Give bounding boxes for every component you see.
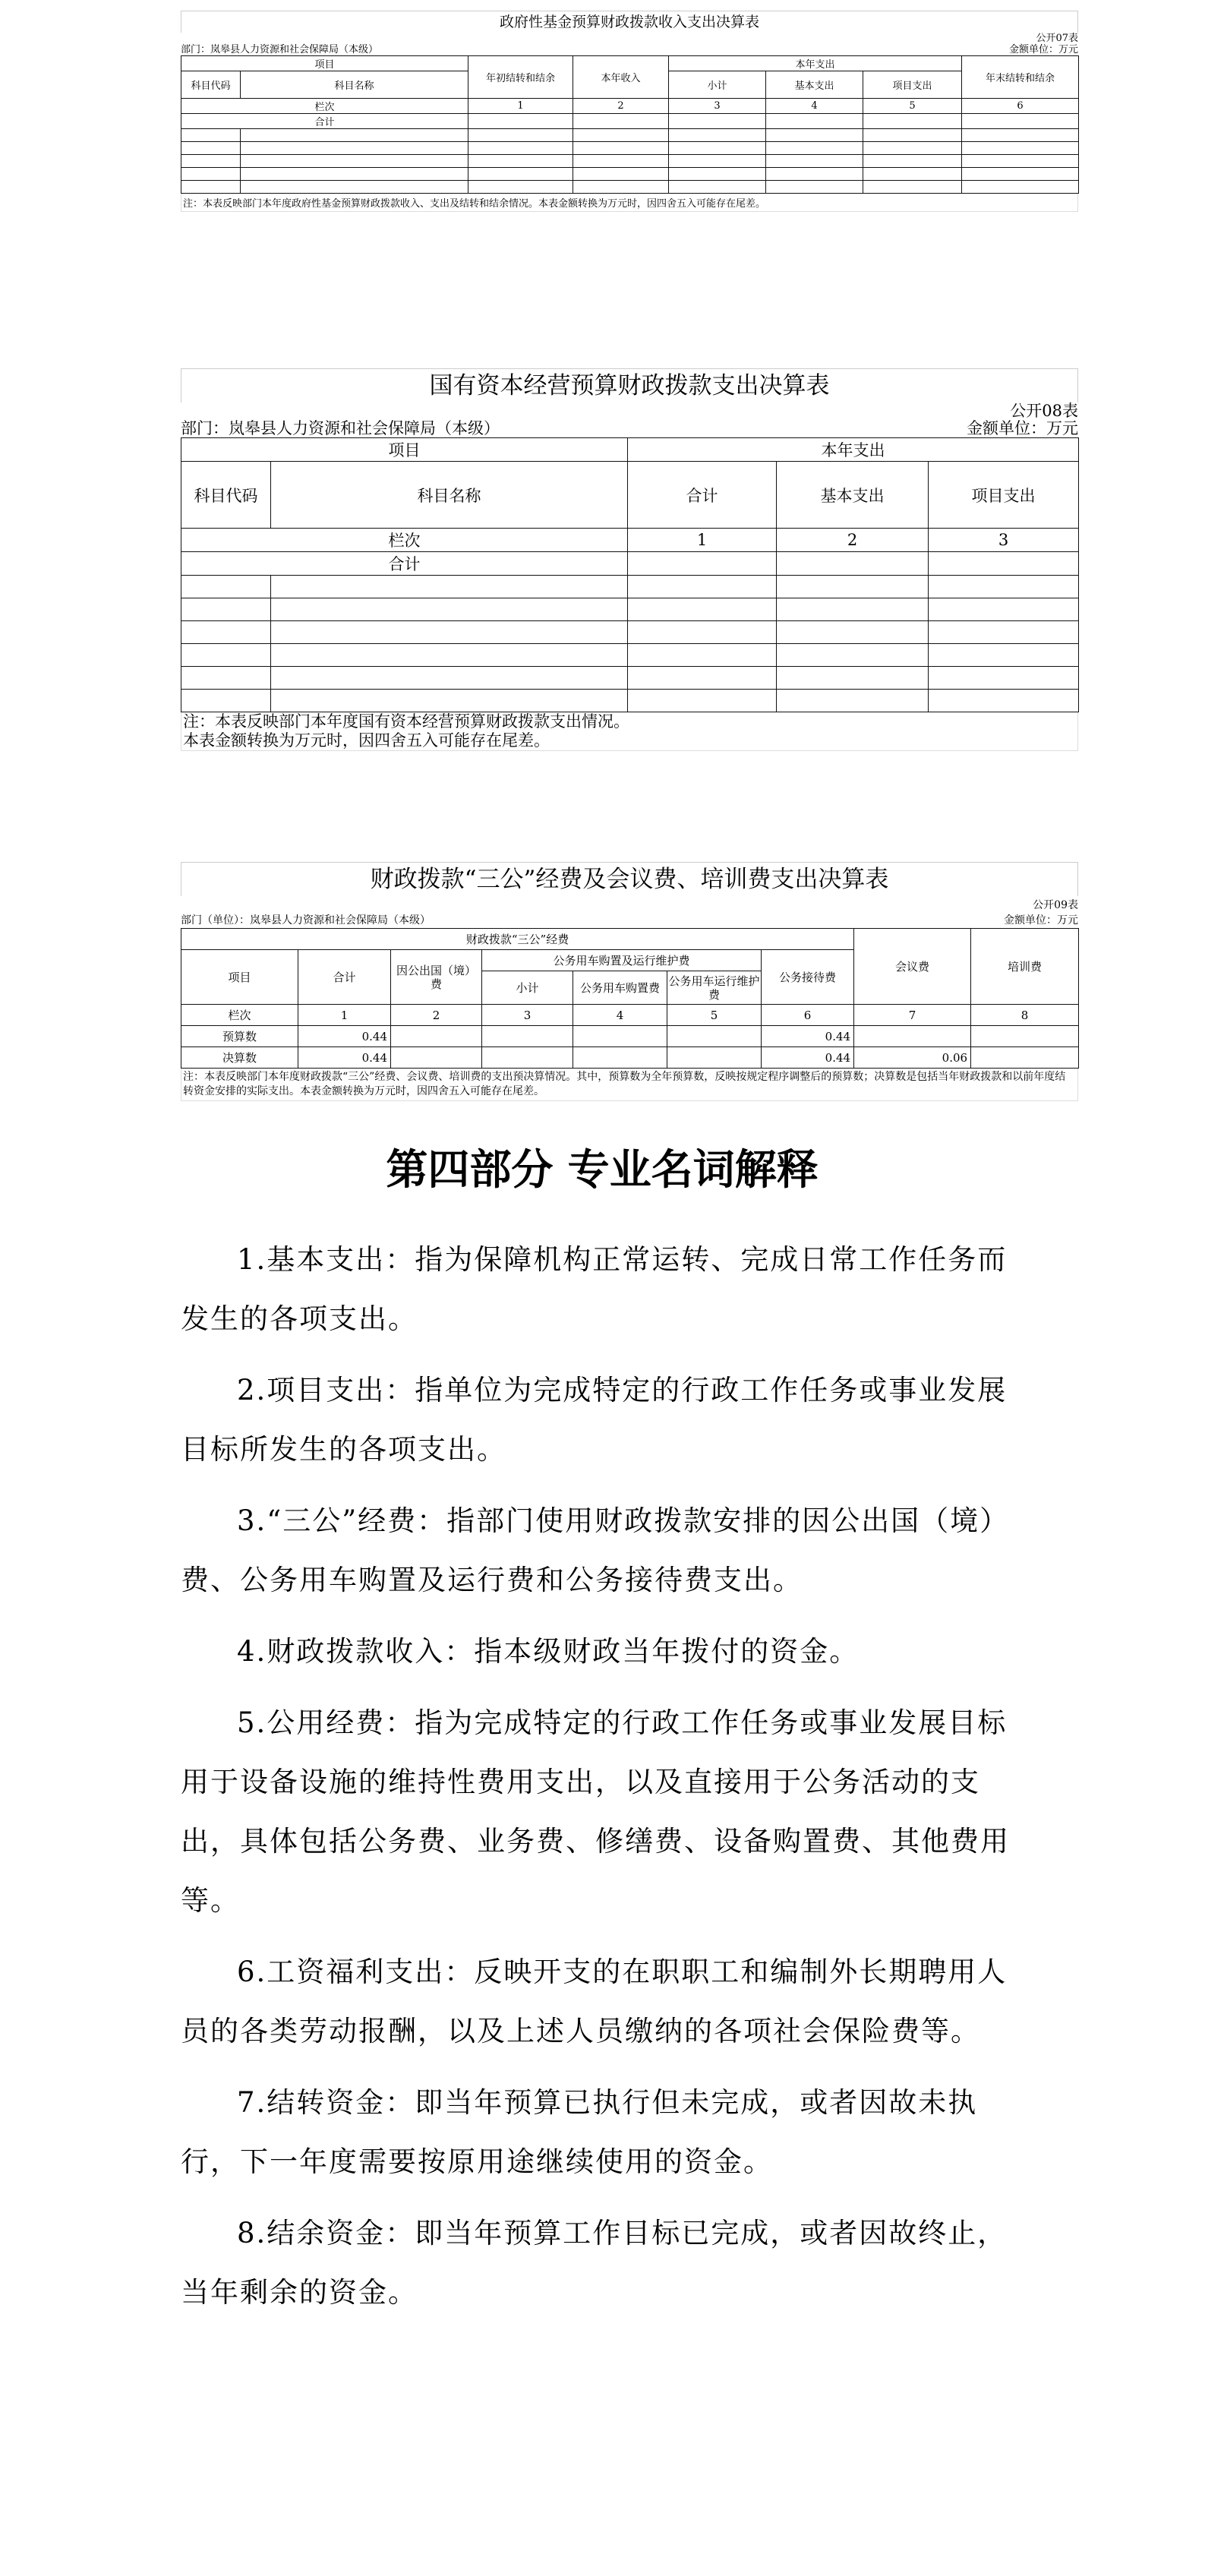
term-item: 7.结转资金：即当年预算已执行但未完成，或者因故未执行，下一年度需要按原用途继续使用的资金。: [181, 2086, 978, 2178]
term-item: 8.结余资金：即当年预算工作目标已完成，或者因故终止，当年剩余的资金。: [181, 2217, 1008, 2309]
row-total-label: 合计: [181, 114, 468, 129]
header-subject-name: 科目名称: [241, 71, 468, 99]
table-07-dept: 部门：岚皋县人力资源和社会保障局（本级）: [181, 44, 379, 55]
table-09-unit: 金额单位：万元: [1004, 914, 1078, 927]
table-09-code: 公开09表: [1033, 899, 1078, 911]
budget-total: 0.44: [298, 1026, 391, 1047]
table-row: [181, 598, 1079, 621]
header-meeting: 会议费: [854, 929, 971, 1005]
col-num: 2: [391, 1005, 482, 1026]
row-column-label: 栏次: [181, 99, 468, 114]
table-row: [181, 644, 1079, 667]
header-car: 公务用车购置及运行维护费: [482, 950, 762, 971]
col-num: 6: [762, 1005, 854, 1026]
table-row: [181, 667, 1079, 690]
header-sangong: 财政拨款“三公”经费: [181, 929, 854, 950]
table-08-note: [181, 712, 1078, 751]
header-subtotal: 小计: [669, 71, 766, 99]
col-num: 2: [777, 529, 929, 552]
table-07-note: 注：本表反映部门本年度政府性基金预算财政拨款收入、支出及结转和结余情况。本表金额转换为万元时，因四舍五入可能存在尾差。: [181, 194, 1078, 212]
col-num: 4: [573, 1005, 667, 1026]
header-subject-code: 科目代码: [181, 71, 241, 99]
term-item: 4.财政拨款收入：指本级财政当年拨付的资金。: [237, 1635, 860, 1668]
final-total: 0.44: [298, 1047, 391, 1069]
table-09: [181, 928, 1079, 1069]
header-subject-code: 科目代码: [181, 462, 271, 529]
table-07-block: [181, 11, 1078, 212]
header-end-balance: 年末结转和结余: [962, 56, 1079, 99]
col-num: 1: [298, 1005, 391, 1026]
table-row: [181, 621, 1079, 644]
table-row: [181, 1047, 1079, 1069]
col-num: 5: [863, 99, 962, 114]
table-09-dept: 部门（单位）：岚皋县人力资源和社会保障局（本级）: [181, 914, 431, 927]
col-num: 2: [573, 99, 669, 114]
table-08-note-line2: 本表金额转换为万元时，因四舍五入可能存在尾差。: [183, 731, 550, 750]
header-income: 本年收入: [573, 56, 669, 99]
header-project: 项目: [181, 438, 628, 462]
table-row: [181, 576, 1079, 598]
col-num: 7: [854, 1005, 971, 1026]
table-07-code: 公开07表: [1036, 33, 1078, 44]
term-item: 1.基本支出：指为保障机构正常运转、完成日常工作任务而发生的各项支出。: [181, 1243, 1008, 1335]
table-09-note: 注：本表反映部门本年度财政拨款“三公”经费、会议费、培训费的支出预决算情况。其中，预算数为全年预算数，反映按规定程序调整后的预算数；决算数是包括当年财政拨款和以前年度结转资金安排的实际支出。本表金额转换为万元时，因四舍五入可能存在尾差。: [181, 1069, 1078, 1101]
table-07: [181, 55, 1079, 194]
col-num: 3: [669, 99, 766, 114]
col-num: 1: [628, 529, 777, 552]
header-project-exp: 项目支出: [863, 71, 962, 99]
table-08-block: [181, 368, 1078, 751]
header-basic: 基本支出: [777, 462, 929, 529]
header-project: 项目: [181, 56, 468, 71]
table-08-dept: 部门：岚皋县人力资源和社会保障局（本级）: [181, 419, 500, 437]
row-column-label: 栏次: [181, 1005, 298, 1026]
header-abroad: 因公出国（境）费: [391, 950, 482, 1005]
table-09-block: [181, 862, 1078, 1101]
header-car-running: 公务用车运行维护费: [667, 971, 762, 1005]
table-07-title: 政府性基金预算财政拨款收入支出决算表: [181, 11, 1078, 33]
table-07-unit: 金额单位：万元: [1008, 44, 1078, 55]
term-item: 2.项目支出：指单位为完成特定的行政工作任务或事业发展目标所发生的各项支出。: [181, 1374, 1008, 1466]
section-heading: 第四部分 专业名词解释: [386, 1144, 819, 1194]
final-reception: 0.44: [762, 1047, 854, 1069]
header-current-expense: 本年支出: [628, 438, 1079, 462]
budget-reception: 0.44: [762, 1026, 854, 1047]
table-row: [181, 690, 1079, 712]
header-training: 培训费: [971, 929, 1079, 1005]
term-item: 3.“三公”经费：指部门使用财政拨款安排的因公出国（境）费、公务用车购置及运行费和公务接待费支出。: [181, 1504, 1010, 1596]
col-num: 1: [468, 99, 573, 114]
table-row: [181, 142, 1079, 155]
terms-section: [181, 1139, 1024, 2334]
header-car-purchase: 公务用车购置费: [573, 971, 667, 1005]
col-num: 3: [929, 529, 1079, 552]
header-basic: 基本支出: [766, 71, 863, 99]
row-column-label: 栏次: [181, 529, 628, 552]
table-row: [181, 129, 1079, 142]
header-subtotal: 小计: [482, 971, 573, 1005]
term-item: 6.工资福利支出：反映开支的在职职工和编制外长期聘用人员的各类劳动报酬，以及上述人员缴纳的各项社会保险费等。: [181, 1956, 1008, 2047]
table-08-unit: 金额单位：万元: [967, 419, 1078, 437]
col-num: 4: [766, 99, 863, 114]
col-num: 5: [667, 1005, 762, 1026]
table-row: [181, 181, 1079, 194]
header-reception: 公务接待费: [762, 950, 854, 1005]
term-item: 5.公用经费：指为完成特定的行政工作任务或事业发展目标用于设备设施的维持性费用支出，以及直接用于公务活动的支出，具体包括公务费、业务费、修缮费、设备购置费、其他费用等。: [181, 1706, 1010, 1917]
table-08-code: 公开08表: [1010, 402, 1078, 420]
row-total-label: 合计: [181, 552, 628, 576]
col-num: 6: [962, 99, 1079, 114]
table-row: [181, 168, 1079, 181]
table-08: [181, 437, 1079, 712]
row-final-label: 决算数: [181, 1047, 298, 1069]
row-budget-label: 预算数: [181, 1026, 298, 1047]
table-08-title: 国有资本经营预算财政拨款支出决算表: [181, 368, 1078, 402]
header-total: 合计: [298, 950, 391, 1005]
col-num: 8: [971, 1005, 1079, 1026]
header-item: 项目: [181, 950, 298, 1005]
table-row: [181, 155, 1079, 168]
header-subject-name: 科目名称: [271, 462, 628, 529]
table-09-title: 财政拨款“三公”经费及会议费、培训费支出决算表: [181, 862, 1078, 896]
final-meeting: 0.06: [854, 1047, 971, 1069]
header-current-expense: 本年支出: [669, 56, 962, 71]
header-begin-balance: 年初结转和结余: [468, 56, 573, 99]
col-num: 3: [482, 1005, 573, 1026]
table-08-note-line1: 注：本表反映部门本年度国有资本经营预算财政拨款支出情况。: [183, 712, 629, 731]
header-project-exp: 项目支出: [929, 462, 1079, 529]
table-row: [181, 1026, 1079, 1047]
header-total: 合计: [628, 462, 777, 529]
